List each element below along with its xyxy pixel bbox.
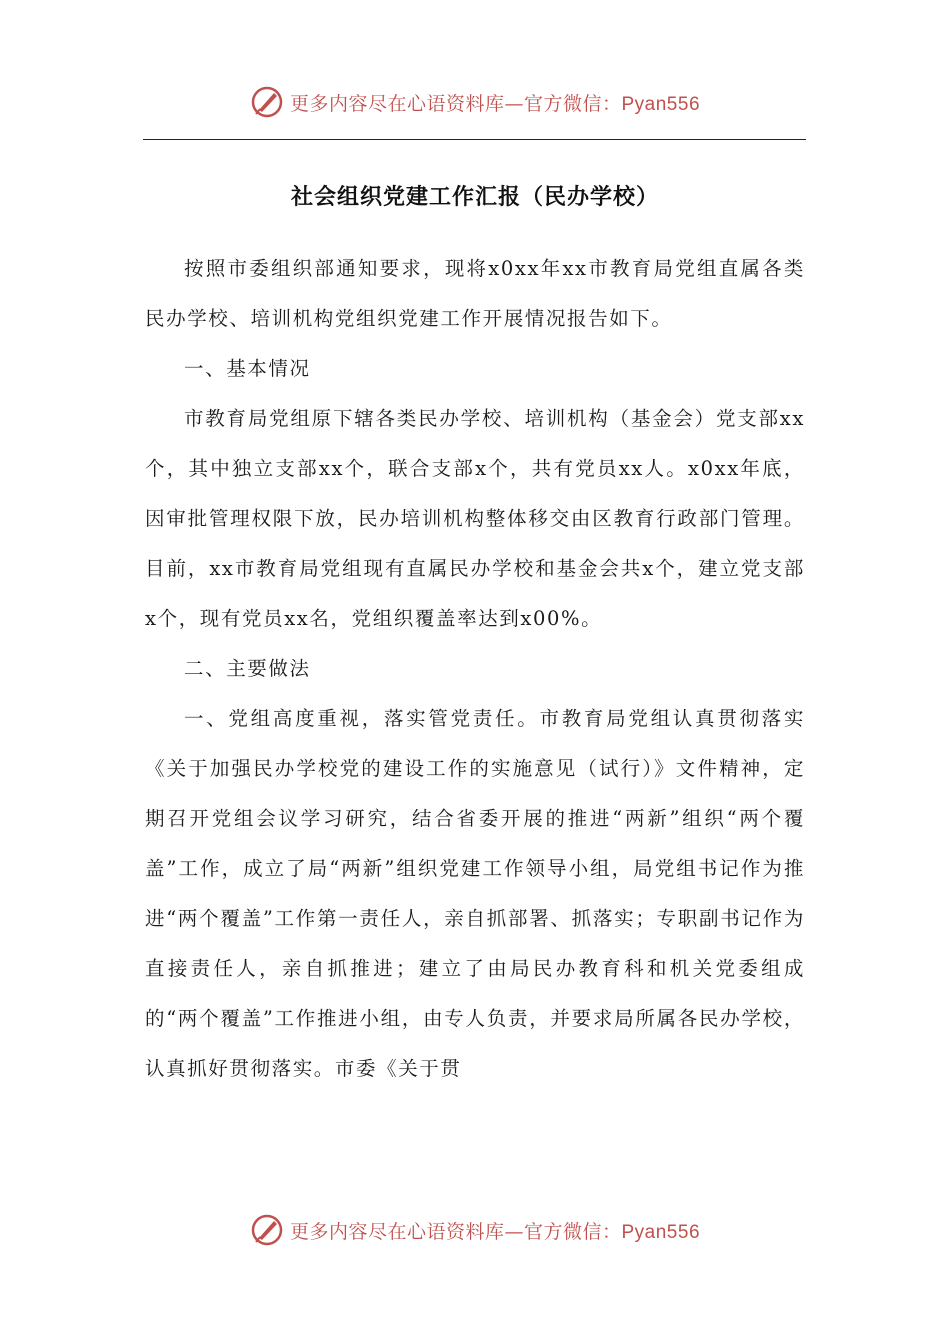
banner-text: 更多内容尽在心语资料库—官方微信：Pyan556	[289, 1220, 701, 1243]
quill-pen-logo-icon	[250, 1213, 284, 1247]
section-heading-practices: 二、主要做法	[184, 657, 311, 680]
paragraph-practices: 一、党组高度重视，落实管党责任。市教育局党组认真贯彻落实《关于加强民办学校党的建设工作的实施意见（试行）》文件精神，定期召开党组会议学习研究，结合省委开展的推进“两新”组织“两个覆盖”工作，成立了局“两新”组织党建工作领导小组，局党组书记作为推进“两个覆盖”工作第一责任人，亲自抓部署、抓落实；专职副书记作为直接责任人，亲自抓推进；建立了由局民办教育科和机关党委组成的“两个覆盖”工作推进小组，由专人负责，并要求局所属各民办学校，认真抓好贯彻落实。市委《关于贯	[145, 707, 805, 1080]
document-title: 社会组织党建工作汇报（民办学校）	[290, 185, 659, 210]
paragraph-intro: 按照市委组织部通知要求，现将x0xx年xx市教育局党组直属各类民办学校、培训机构党组织党建工作开展情况报告如下。	[145, 257, 805, 330]
document-body	[145, 244, 805, 1094]
banner-text: 更多内容尽在心语资料库—官方微信：Pyan556	[289, 92, 701, 115]
paragraph-basic: 市教育局党组原下辖各类民办学校、培训机构（基金会）党支部xx个，其中独立支部xx个，联合支部x个，共有党员xx人。x0xx年底，因审批管理权限下放，民办培训机构整体移交由区教育行政部门管理。目前，xx市教育局党组现有直属民办学校和基金会共x个，建立党支部x个，现有党员xx名，党组织覆盖率达到x00%。	[145, 407, 805, 630]
banner-wechat-id: Pyan556	[621, 1221, 701, 1243]
banner-wechat-id: Pyan556	[621, 93, 701, 115]
section-heading-basic: 一、基本情况	[184, 357, 311, 380]
quill-pen-logo-icon	[250, 85, 284, 119]
footer-banner	[0, 1210, 950, 1250]
header-banner	[0, 82, 950, 122]
header-divider	[143, 139, 806, 140]
